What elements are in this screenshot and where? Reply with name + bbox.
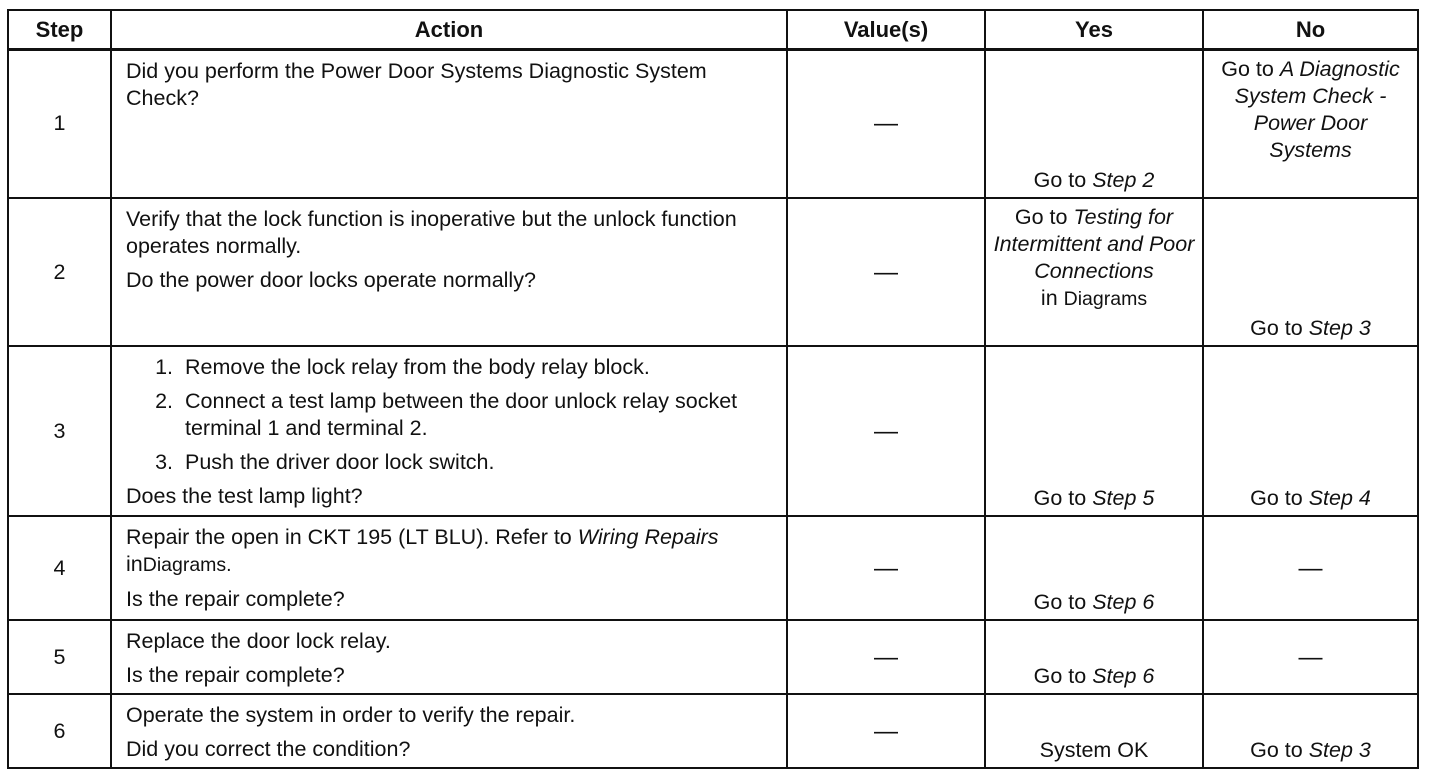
yes-go-to: Go to: [1033, 590, 1093, 614]
no-cell: [1203, 49, 1418, 198]
yes-step-link[interactable]: Step 5: [1092, 486, 1155, 510]
no-cell: [1203, 198, 1418, 346]
table-row: [8, 346, 1418, 516]
yes-step-link[interactable]: Step 6: [1092, 664, 1155, 688]
diagnostic-table: [7, 9, 1419, 769]
list-item: 3. Push the driver door lock switch.: [179, 449, 774, 476]
action-cell: [111, 516, 787, 620]
action-text: Repair the open in CKT 195 (LT BLU). Refer to Wiring Repairs inDiagrams.: [126, 525, 719, 576]
yes-cell: [985, 694, 1203, 768]
yes-step-link[interactable]: Step 6: [1092, 590, 1155, 614]
action-cell: [111, 346, 787, 516]
value-cell: —: [787, 346, 985, 516]
wiring-repairs-link[interactable]: Wiring Repairs: [577, 525, 719, 549]
step-number: 6: [8, 694, 111, 768]
action-cell: [111, 694, 787, 768]
yes-go-to: Go to: [1033, 664, 1093, 688]
value-cell: —: [787, 694, 985, 768]
header-values: Value(s): [787, 10, 985, 49]
action-question: Did you correct the condition?: [126, 737, 411, 761]
yes-step-link[interactable]: Step 2: [1092, 168, 1155, 192]
action-text: Did you perform the Power Door Systems Diagnostic System Check?: [126, 58, 707, 110]
action-question: Do the power door locks operate normally?: [126, 268, 536, 292]
step-number: 4: [8, 516, 111, 620]
yes-go-to: Go to: [1033, 168, 1093, 192]
action-cell: [111, 620, 787, 694]
no-go-to: Go to: [1250, 486, 1309, 510]
yes-go-to: Go to: [1014, 205, 1074, 229]
value-cell: —: [787, 620, 985, 694]
yes-cell: [985, 346, 1203, 516]
list-item: 1. Remove the lock relay from the body relay block.: [179, 354, 774, 381]
table-row: [8, 516, 1418, 620]
table-row: [8, 198, 1418, 346]
value-cell: —: [787, 198, 985, 346]
no-procedure-link[interactable]: A Diagnostic System Check - Power Door Systems: [1234, 56, 1400, 162]
table-row: [8, 694, 1418, 768]
action-question: Is the repair complete?: [126, 663, 345, 687]
header-row: [8, 10, 1418, 49]
value-cell: —: [787, 516, 985, 620]
action-steps-list: [126, 354, 774, 476]
no-go-to: Go to: [1250, 316, 1309, 340]
yes-cell: [985, 198, 1203, 346]
no-step-link[interactable]: Step 3: [1308, 316, 1371, 340]
yes-diagrams: Diagrams: [1063, 288, 1148, 310]
no-cell: —: [1203, 620, 1418, 694]
no-cell: [1203, 346, 1418, 516]
yes-go-to: Go to: [1033, 486, 1093, 510]
table-row: [8, 620, 1418, 694]
no-cell: —: [1203, 516, 1418, 620]
action-cell: [111, 49, 787, 198]
action-text: Operate the system in order to verify the repair.: [126, 703, 576, 727]
no-step-link[interactable]: Step 4: [1308, 486, 1371, 510]
no-go-to: Go to: [1221, 56, 1280, 81]
yes-cell: [985, 620, 1203, 694]
action-text: Replace the door lock relay.: [126, 629, 391, 653]
yes-cell: [985, 516, 1203, 620]
header-action: Action: [111, 10, 787, 49]
step-number: 3: [8, 346, 111, 516]
yes-cell: [985, 49, 1203, 198]
action-question: Is the repair complete?: [126, 587, 345, 611]
list-item: 2. Connect a test lamp between the door unlock relay socket terminal 1 and terminal 2.: [179, 388, 774, 442]
step-number: 5: [8, 620, 111, 694]
yes-system-ok: System OK: [1039, 738, 1149, 762]
header-yes: Yes: [985, 10, 1203, 49]
no-cell: [1203, 694, 1418, 768]
no-step-link[interactable]: Step 3: [1308, 738, 1371, 762]
action-cell: [111, 198, 787, 346]
action-question: Does the test lamp light?: [126, 484, 363, 508]
step-number: 1: [8, 49, 111, 198]
header-step: Step: [8, 10, 111, 49]
yes-procedure-link[interactable]: Testing for Intermittent and Poor Connections: [993, 205, 1195, 283]
yes-in: in: [1040, 286, 1064, 310]
no-go-to: Go to: [1250, 738, 1309, 762]
action-text: Verify that the lock function is inoperative but the unlock function operates normally.: [126, 207, 737, 258]
value-cell: —: [787, 49, 985, 198]
header-no: No: [1203, 10, 1418, 49]
step-number: 2: [8, 198, 111, 346]
table-row: [8, 49, 1418, 198]
